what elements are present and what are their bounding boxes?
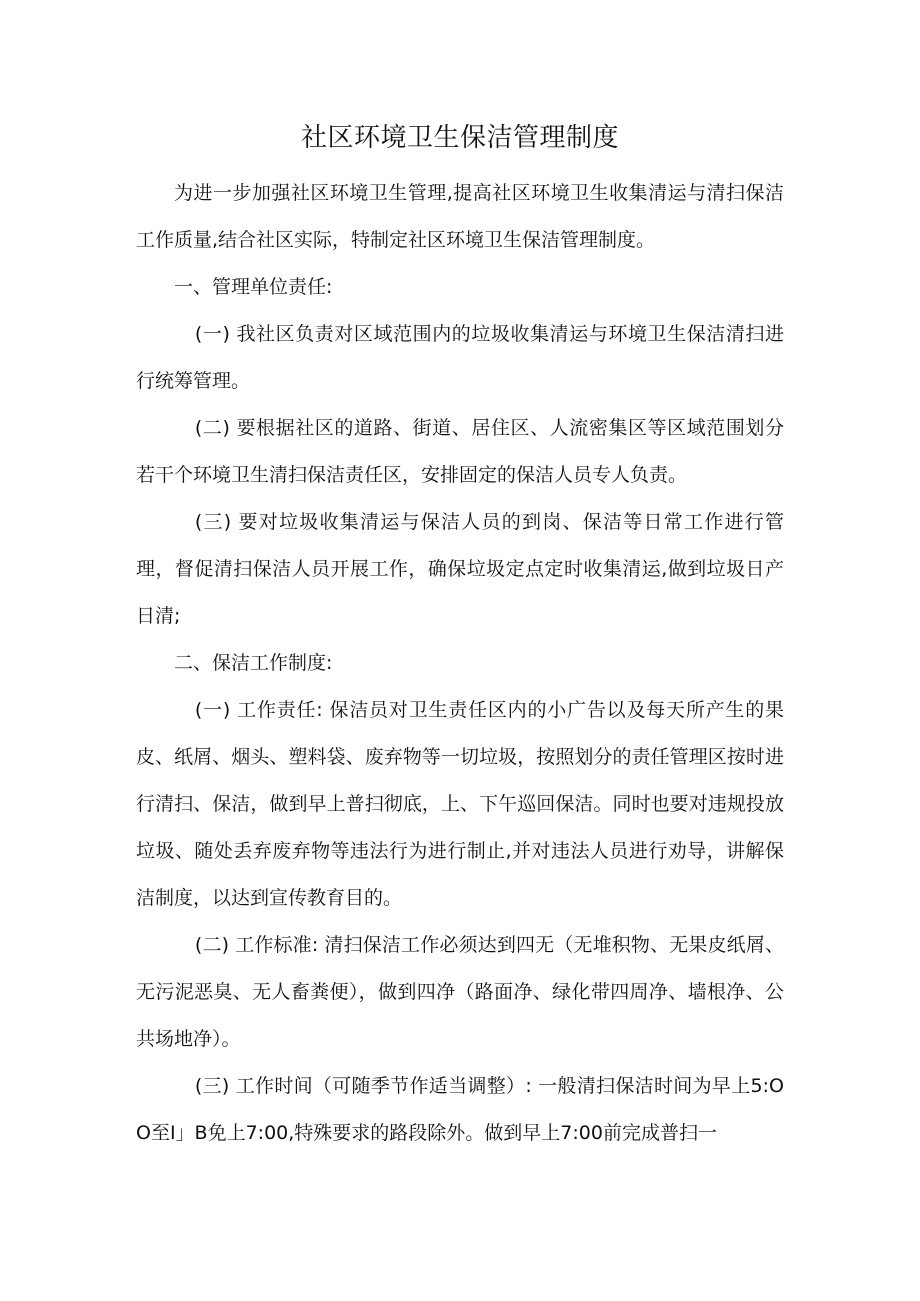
section-1-item-1: (一) 我社区负责对区域范围内的垃圾收集清运与环境卫生保洁清扫进行统筹管理。	[136, 323, 784, 392]
section-2-item-3: (三) 工作时间（可随季节作适当调整）: 一般清扫保洁时间为早上5:OO至I」B免上7:00,特殊要求的路段除外。做到早上7:00前完成普扫一	[136, 1075, 784, 1144]
section-heading-2: 二、保洁工作制度:	[174, 652, 333, 674]
section-1-item-2: (二) 要根据社区的道路、街道、居住区、人流密集区等区域范围划分若干个环境卫生清扫保洁责任区，安排固定的保洁人员专人负责。	[136, 417, 784, 486]
section-2-item-1: (一) 工作责任: 保洁员对卫生责任区内的小广告以及每天所产生的果皮、纸屑、烟头、塑料袋、废弃物等一切垃圾，按照划分的责任管理区按时进行清扫、保洁，做到早上普扫彻底，上、下午巡回保洁。同时也要对违规投放垃圾、随处丢弃废弃物等违法行为进行制止,并对违法人员进行劝导，讲解保洁制度，以达到宣传教育目的。	[136, 699, 784, 909]
document-body	[136, 170, 784, 1157]
document-title: 社区环境卫生保洁管理制度	[300, 123, 619, 153]
section-1-item-3: (三) 要对垃圾收集清运与保洁人员的到岗、保洁等日常工作进行管理，督促清扫保洁人员开展工作，确保垃圾定点定时收集清运,做到垃圾日产日清;	[136, 511, 784, 627]
section-2-item-2: (二) 工作标准: 清扫保洁工作必须达到四无（无堆积物、无果皮纸屑、无污泥恶臭、无人畜粪便），做到四净（路面净、绿化带四周净、墙根净、公共场地净）。	[136, 934, 784, 1050]
intro-paragraph: 为进一步加强社区环境卫生管理,提高社区环境卫生收集清运与清扫保洁工作质量,结合社区实际，特制定社区环境卫生保洁管理制度。	[136, 182, 784, 251]
section-heading-1: 一、管理单位责任:	[174, 276, 333, 298]
